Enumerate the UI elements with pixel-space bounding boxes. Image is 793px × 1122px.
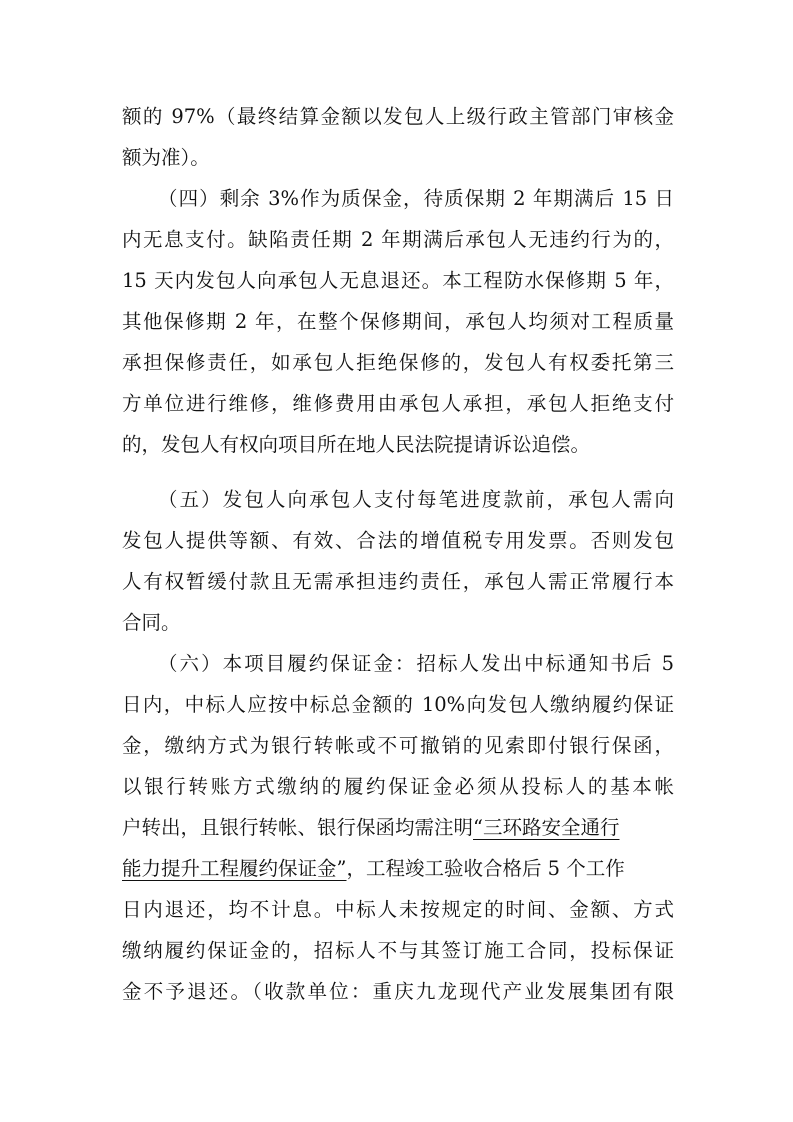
paragraph-line: 金，缴纳方式为银行转帐或不可撤销的见索即付银行保函， [122, 734, 674, 757]
paragraph-line: 人有权暂缓付款且无需承担违约责任，承包人需正常履行本 [122, 570, 674, 593]
paragraph-line: 内无息支付。缺陷责任期 2 年期满后承包人无违约行为的， [122, 228, 674, 251]
paragraph-line: 额的 97%（最终结算金额以发包人上级行政主管部门审核金 [122, 105, 674, 128]
paragraph-line [122, 808, 674, 848]
paragraph-line: 15 天内发包人向承包人无息退还。本工程防水保修期 5 年， [122, 269, 674, 292]
paragraph-line: 以银行转账方式缴纳的履约保证金必须从投标人的基本帐 [122, 775, 674, 798]
paragraph-line: 额为准）。 [122, 146, 210, 169]
paragraph-line: （五）发包人向承包人支付每笔进度款前，承包人需向 [158, 488, 674, 511]
paragraph-line: 金不予退还。（收款单位：重庆九龙现代产业发展集团有限 [122, 980, 674, 1003]
paragraph-line: 日内，中标人应按中标总金额的 10%向发包人缴纳履约保证 [122, 693, 674, 716]
paragraph-line: 合同。 [122, 611, 181, 634]
underlined-guarantee-name: 能力提升工程履约保证金” [122, 857, 347, 880]
paragraph-line: 日内退还，均不计息。中标人未按规定的时间、金额、方式 [122, 898, 674, 921]
paragraph-line: 的，发包人有权向项目所在地人民法院提请诉讼追偿。 [122, 433, 591, 456]
line-text: 户转出，且银行转帐、银行保函均需注明 [122, 816, 474, 839]
paragraph-line: 其他保修期 2 年，在整个保修期间，承包人均须对工程质量 [122, 310, 674, 333]
paragraph-line: （六）本项目履约保证金：招标人发出中标通知书后 5 [158, 652, 674, 675]
paragraph-line [122, 849, 674, 889]
paragraph-line: 方单位进行维修，维修费用由承包人承担，承包人拒绝支付 [122, 392, 674, 415]
paragraph-line: 缴纳履约保证金的，招标人不与其签订施工合同，投标保证 [122, 939, 674, 962]
underlined-guarantee-name: “三环路安全通行 [473, 816, 620, 839]
line-text: ，工程竣工验收合格后 5 个工作 [346, 857, 625, 880]
paragraph-line: （四）剩余 3%作为质保金，待质保期 2 年期满后 15 日 [158, 187, 674, 210]
paragraph-line: 承担保修责任，如承包人拒绝保修的，发包人有权委托第三 [122, 351, 674, 374]
paragraph-line: 发包人提供等额、有效、合法的增值税专用发票。否则发包 [122, 529, 674, 552]
